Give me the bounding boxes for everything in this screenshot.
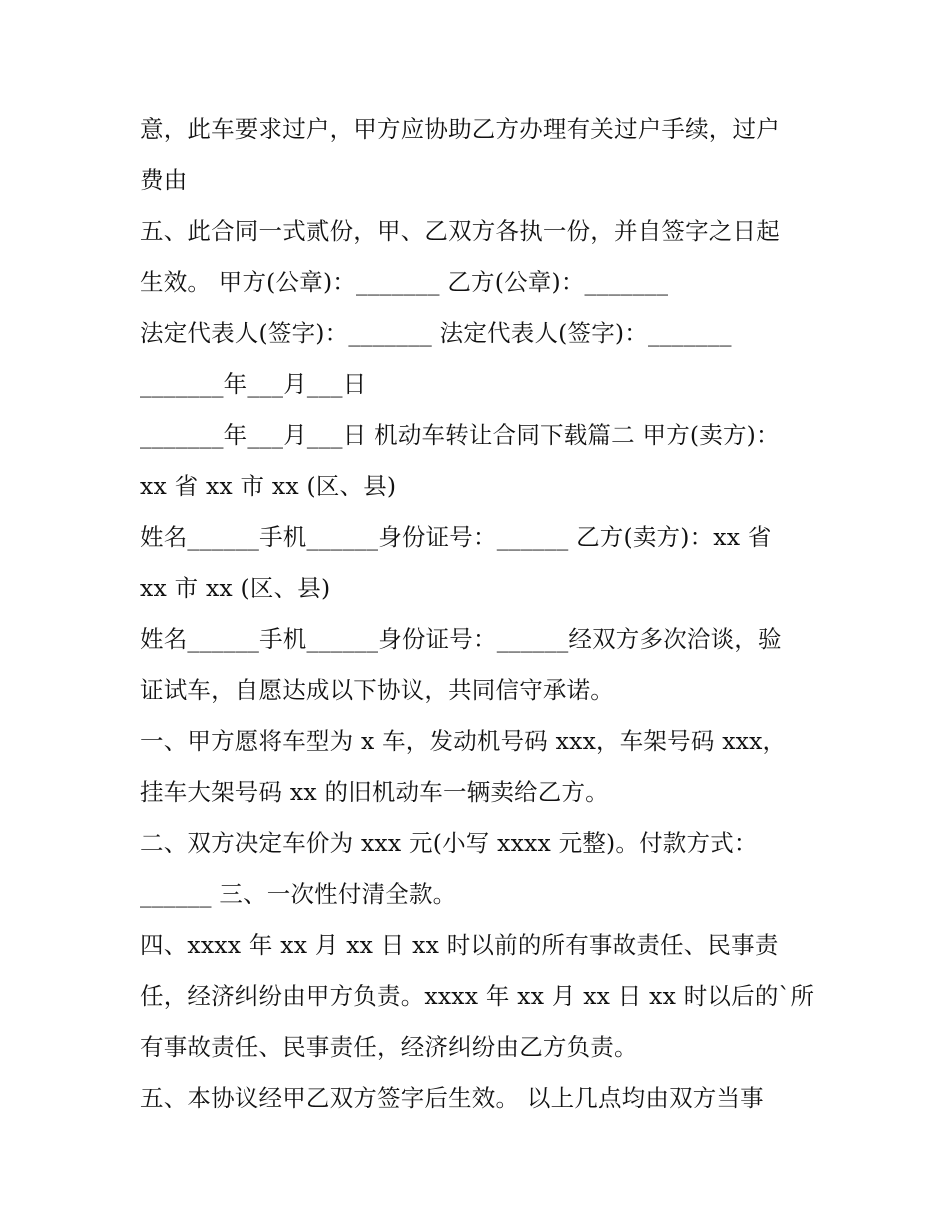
text-line: 姓名______手机______身份证号：______ 乙方(卖方)：xx 省 <box>140 523 772 551</box>
text-line: _______年___月___日 机动车转让合同下载篇二 甲方(卖方)： <box>140 421 780 449</box>
text-line: xx 省 xx 市 xx (区、县) <box>140 472 397 500</box>
text-line: 法定代表人(签字)：_______ 法定代表人(签字)：_______ <box>140 319 732 347</box>
text-line: ______ 三、一次性付清全款。 <box>140 880 457 908</box>
text-line: 五、本协议经甲乙双方签字后生效。 以上几点均由双方当事 <box>140 1084 764 1112</box>
text-line: 任，经济纠纷由甲方负责。xxxx 年 xx 月 xx 日 xx 时以后的`所 <box>140 982 815 1010</box>
text-line: 挂车大架号码 xx 的旧机动车一辆卖给乙方。 <box>140 778 609 806</box>
text-line: 费由 <box>140 166 188 194</box>
text-line: 二、双方决定车价为 xxx 元(小写 xxxx 元整)。付款方式： <box>140 829 758 857</box>
text-line: 姓名______手机______身份证号：______经双方多次洽谈，验 <box>140 625 782 653</box>
text-line: 五、此合同一式贰份，甲、乙双方各执一份，并自签字之日起 <box>140 217 780 245</box>
contract-text <box>140 104 830 1124</box>
text-line: 意，此车要求过户，甲方应协助乙方办理有关过户手续，过户 <box>140 115 780 143</box>
text-line: 一、甲方愿将车型为 x 车，发动机号码 xxx，车架号码 xxx， <box>140 727 787 755</box>
text-line: 四、xxxx 年 xx 月 xx 日 xx 时以前的所有事故责任、民事责 <box>140 931 779 959</box>
text-line: xx 市 xx (区、县) <box>140 574 331 602</box>
text-line: 有事故责任、民事责任，经济纠纷由乙方负责。 <box>140 1033 638 1061</box>
text-line: _______年___月___日 <box>140 370 367 398</box>
text-line: 生效。 甲方(公章)：_______ 乙方(公章)：_______ <box>140 268 669 296</box>
text-line: 证试车，自愿达成以下协议，共同信守承诺。 <box>140 676 614 704</box>
